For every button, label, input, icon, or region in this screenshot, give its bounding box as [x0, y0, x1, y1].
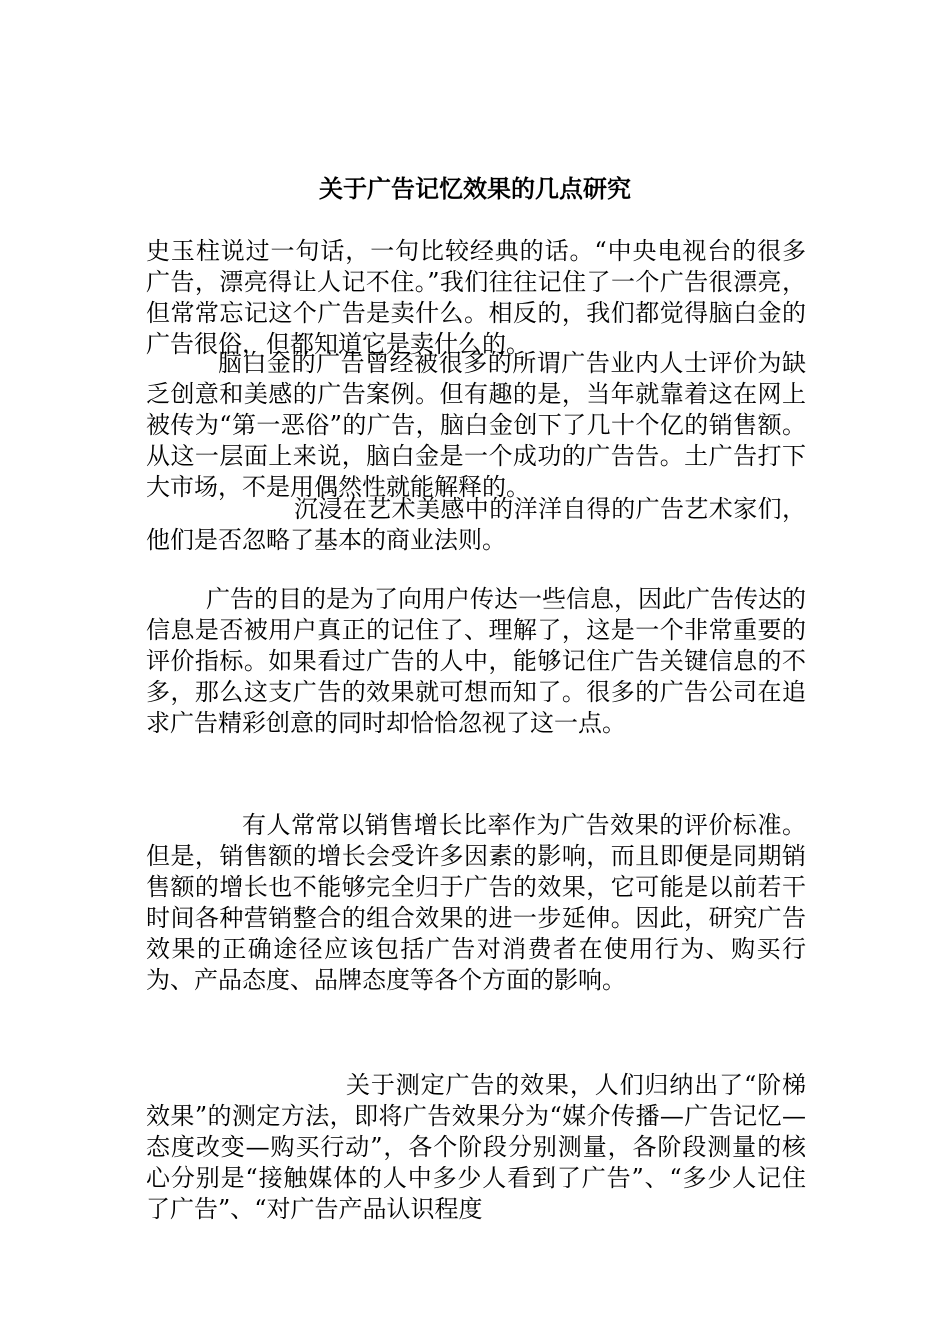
paragraph-1: 史玉柱说过一句话，一句比较经典的话。“中央电视台的很多广告，漂亮得让人记不住。”我们往往记住了一个广告很漂亮，但常常忘记这个广告是卖什么。相反的，我们都觉得脑白金的广告很俗，但都知道它是卖什么的。 — [146, 237, 806, 358]
paragraph-6: 关于测定广告的效果，人们归纳出了“阶梯效果”的测定方法，即将广告效果分为“媒介传播—广告记忆—态度改变—购买行动”，各个阶段分别测量，各阶段测量的核心分别是“接触媒体的人中多少人看到了广告”、“多少人记住了广告”、“对广告产品认识程度 — [146, 1071, 806, 1223]
paragraph-2: 脑白金的广告曾经被很多的所谓广告业内人士评价为缺乏创意和美感的广告案例。但有趣的是，当年就靠着这在网上被传为“第一恶俗”的广告，脑白金创下了几十个亿的销售额。从这一层面上来说，脑白金是一个成功的广告告。土广告打下大市场，不是用偶然性就能解释的。 — [146, 349, 806, 501]
paragraph-5: 有人常常以销售增长比率作为广告效果的评价标准。但是，销售额的增长会受许多因素的影响，而且即便是同期销售额的增长也不能够完全归于广告的效果，它可能是以前若干时间各种营销整合的组合效果的进一步延伸。因此，研究广告效果的正确途径应该包括广告对消费者在使用行为、购买行为、产品态度、品牌态度等各个方面的影响。 — [146, 811, 806, 994]
paragraph-4: 广告的目的是为了向用户传达一些信息，因此广告传达的信息是否被用户真正的记住了、理解了，这是一个非常重要的评价指标。如果看过广告的人中，能够记住广告关键信息的不多，那么这支广告的效果就可想而知了。很多的广告公司在追求广告精彩创意的同时却恰恰忽视了这一点。 — [146, 585, 806, 737]
paragraph-3: 沉浸在艺术美感中的洋洋自得的广告艺术家们，他们是否忽略了基本的商业法则。 — [146, 495, 806, 554]
document-title: 关于广告记忆效果的几点研究 — [319, 175, 631, 203]
